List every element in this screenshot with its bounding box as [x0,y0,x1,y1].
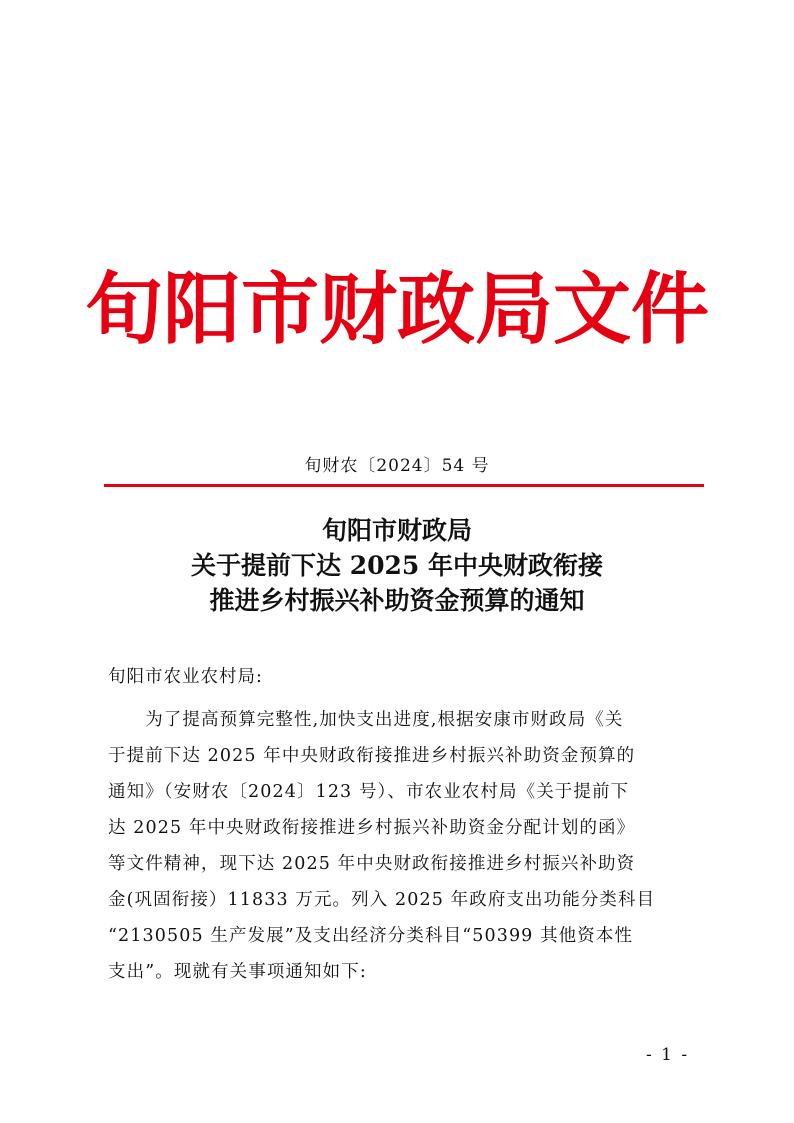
page-number: - 1 - [646,1045,690,1065]
title-line-2: 关于提前下达 2025 年中央财政衔接 [191,551,603,580]
body-line: 通知》（安财农〔2024〕123 号）、市农业农村局《关于提前下 [108,782,630,802]
title-line-3: 推进乡村振兴补助资金预算的通知 [209,586,585,615]
body-line: 金(巩固衔接）11833 万元。列入 2025 年政府支出功能分类科目 [108,890,656,910]
body-line: 等文件精神，现下达 2025 年中央财政衔接推进乡村振兴补助资 [108,854,636,874]
body-line: 达 2025 年中央财政衔接推进乡村振兴补助资金分配计划的函》 [108,818,636,838]
title-line-1: 旬阳市财政局 [321,516,472,545]
body-line: 于提前下达 2025 年中央财政衔接推进乡村振兴补助资金预算的 [108,746,636,766]
red-divider-line [104,484,704,487]
recipient-salutation: 旬阳市农业农村局: [108,667,263,687]
body-line: 为了提高预算完整性,加快支出进度,根据安康市财政局《关 [108,710,624,730]
document-title [0,513,794,618]
document-masthead: 旬阳市财政局文件 [84,264,709,355]
document-number: 旬财农〔2024〕54 号 [304,456,490,476]
body-paragraph [108,702,690,990]
body-line: 支出”。现就有关事项通知如下: [108,962,367,982]
body-line: “2130505 生产发展”及支出经济分类科目“50399 其他资本性 [108,926,634,946]
